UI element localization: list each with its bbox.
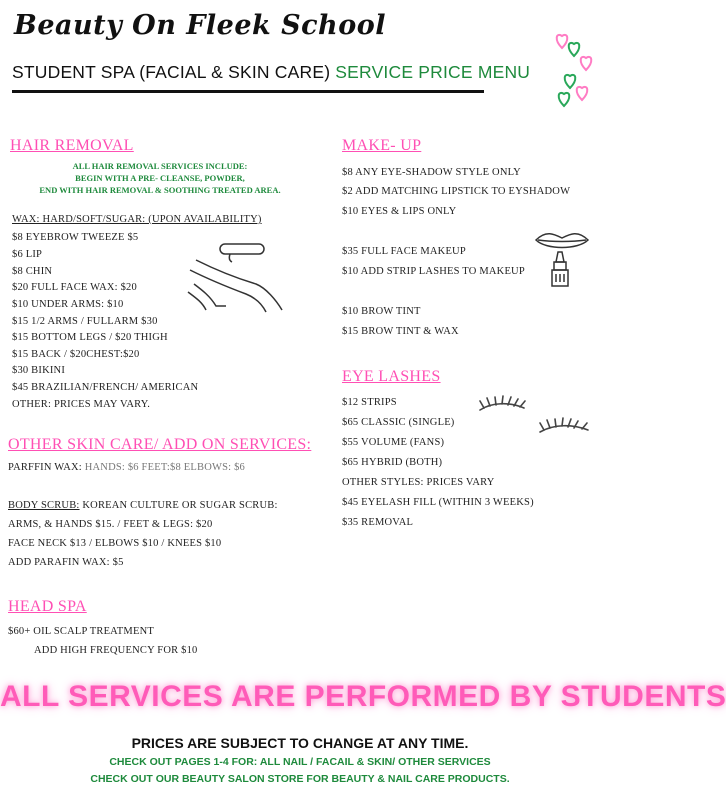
list-item: ADD PARAFIN WAX: $5 (8, 557, 124, 568)
eyelashes-icon (476, 396, 594, 442)
students-banner: ALL SERVICES ARE PERFORMED BY STUDENTS (0, 680, 726, 713)
list-item: $10 BROW TINT (342, 306, 421, 317)
lips-lipstick-icon (532, 228, 594, 290)
list-item: $10 EYES & LIPS ONLY (342, 206, 457, 217)
list-item: ARMS, & HANDS $15. / FEET & LEGS: $20 (8, 519, 213, 530)
paraffin-line (8, 462, 245, 473)
body-scrub-text: KOREAN CULTURE OR SUGAR SCRUB: (82, 500, 278, 511)
list-item: $15 BOTTOM LEGS / $20 THIGH (12, 332, 168, 343)
list-item: FACE NECK $13 / ELBOWS $10 / KNEES $10 (8, 538, 222, 549)
list-item: $12 STRIPS (342, 397, 397, 408)
list-item: ADD HIGH FREQUENCY FOR $10 (34, 645, 198, 656)
wax-legs-icon (186, 240, 294, 314)
body-scrub-label: BODY SCRUB: (8, 500, 80, 511)
eye-lashes-title: EYE LASHES (342, 368, 441, 385)
note-line: BEGIN WITH A PRE- CLEANSE, POWDER, (75, 173, 245, 183)
list-item: $65 HYBRID (BOTH) (342, 457, 443, 468)
list-item: $15 BACK / $20CHEST:$20 (12, 349, 140, 360)
note-line: END WITH HAIR REMOVAL & SOOTHING TREATED AREA. (39, 185, 281, 195)
list-item: $45 EYELASH FILL (WITHIN 3 WEEKS) (342, 497, 534, 508)
paraffin-values: HANDS: $6 FEET:$8 ELBOWS: $6 (84, 462, 245, 473)
list-item: $65 CLASSIC (SINGLE) (342, 417, 455, 428)
check-store-notice: CHECK OUT OUR BEAUTY SALON STORE FOR BEAUTY & NAIL CARE PRODUCTS. (90, 773, 510, 785)
hair-removal-title: HAIR REMOVAL (10, 137, 134, 154)
list-item: $10 UNDER ARMS: $10 (12, 299, 124, 310)
list-item: $15 1/2 ARMS / FULLARM $30 (12, 316, 158, 327)
paraffin-label: PARFFIN WAX: (8, 462, 82, 473)
makeup-title: MAKE- UP (342, 137, 422, 154)
list-item: $30 BIKINI (12, 365, 66, 376)
list-item: $35 REMOVAL (342, 517, 414, 528)
note-line: ALL HAIR REMOVAL SERVICES INCLUDE: (72, 161, 248, 171)
head-spa-title: HEAD SPA (8, 598, 87, 615)
list-item: $10 ADD STRIP LASHES TO MAKEUP (342, 266, 525, 277)
subtitle-green: SERVICE PRICE MENU (335, 62, 531, 82)
list-item: $8 ANY EYE-SHADOW STYLE ONLY (342, 167, 521, 178)
other-skin-title: OTHER SKIN CARE/ ADD ON SERVICES: (8, 436, 312, 453)
menu-subtitle (12, 62, 530, 83)
list-item: $20 FULL FACE WAX: $20 (12, 282, 137, 293)
list-item: $35 FULL FACE MAKEUP (342, 246, 466, 257)
list-item: $8 CHIN (12, 266, 53, 277)
body-scrub-line (8, 500, 278, 511)
hearts-icon (548, 18, 600, 110)
hair-removal-note (10, 160, 310, 196)
list-item: $6 LIP (12, 249, 43, 260)
header-divider (12, 90, 484, 93)
list-item: $2 ADD MATCHING LIPSTICK TO EYSHADOW (342, 186, 571, 197)
list-item: OTHER STYLES: PRICES VARY (342, 477, 495, 488)
list-item: $55 VOLUME (FANS) (342, 437, 445, 448)
subtitle-black: STUDENT SPA (FACIAL & SKIN CARE) (12, 62, 331, 82)
check-pages-notice: CHECK OUT PAGES 1-4 FOR: ALL NAIL / FACAIL & SKIN/ OTHER SERVICES (109, 756, 491, 768)
prices-notice: PRICES ARE SUBJECT TO CHANGE AT ANY TIME. (131, 735, 469, 751)
wax-header: WAX: HARD/SOFT/SUGAR: (UPON AVAILABILITY) (12, 214, 262, 225)
list-item: OTHER: PRICES MAY VARY. (12, 399, 151, 410)
list-item: $8 EYEBROW TWEEZE $5 (12, 232, 139, 243)
list-item: $45 BRAZILIAN/FRENCH/ AMERICAN (12, 382, 199, 393)
list-item: $15 BROW TINT & WAX (342, 326, 459, 337)
list-item: $60+ OIL SCALP TREATMENT (8, 626, 154, 637)
school-name: Beauty On Fleek School (14, 10, 386, 41)
